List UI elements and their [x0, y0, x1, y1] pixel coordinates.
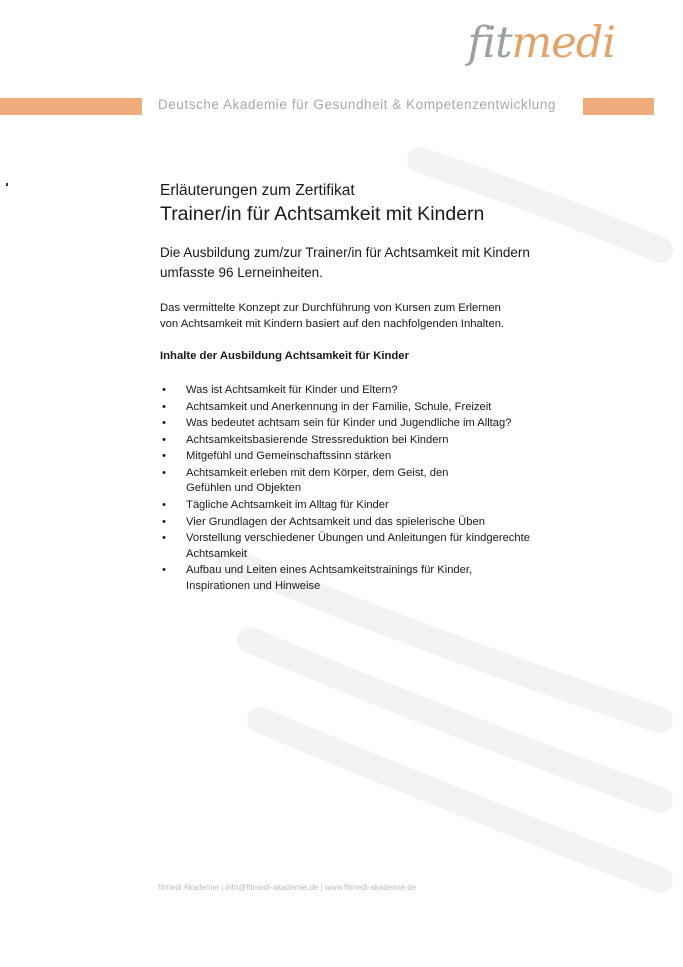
summary-paragraph — [160, 243, 600, 283]
topic-text: Achtsamkeit erleben mit dem Körper, dem Geist, den — [186, 466, 449, 479]
topic-item — [160, 383, 600, 398]
topic-item — [160, 433, 600, 448]
document-subtitle: Erläuterungen zum Zertifikat — [160, 182, 355, 199]
logo-medi-text: medi — [511, 18, 615, 68]
section-heading: Inhalte der Ausbildung Achtsamkeit für Kinder — [160, 350, 409, 362]
topic-text: Inspirationen und Hinweise — [186, 579, 321, 592]
topics-list — [160, 383, 600, 594]
topic-text: Achtsamkeit — [186, 547, 247, 560]
document-title: Trainer/in für Achtsamkeit mit Kindern — [160, 203, 485, 225]
topic-item — [160, 400, 600, 415]
fitmedi-logo — [467, 18, 615, 68]
topic-item — [160, 449, 600, 464]
intro-line: Das vermittelte Konzept zur Durchführung von Kursen zum Erlernen — [160, 302, 501, 314]
accent-bar-right — [583, 98, 654, 115]
footer-contact: fitmedi Akademie | info@fitmedi-akademie.de | www.fitmedi-akademie.de — [158, 883, 417, 892]
accent-bar-left — [0, 98, 142, 115]
topic-item — [160, 563, 600, 594]
document-body — [160, 181, 600, 595]
intro-paragraph — [160, 301, 600, 332]
topic-item — [160, 515, 600, 530]
scan-mark — [6, 183, 8, 186]
topic-text: Was ist Achtsamkeit für Kinder und Eltern? — [186, 384, 398, 396]
summary-line: Die Ausbildung zum/zur Trainer/in für Achtsamkeit mit Kindern — [160, 245, 530, 260]
topic-item — [160, 416, 600, 431]
summary-line: umfasste 96 Lerneinheiten. — [160, 265, 323, 280]
topic-text: Achtsamkeitsbasierende Stressreduktion bei Kindern — [186, 433, 449, 446]
topic-text: Mitgefühl und Gemeinschaftssinn stärken — [186, 450, 392, 463]
topic-text: Tägliche Achtsamkeit im Alltag für Kinder — [186, 498, 389, 511]
topic-text: Was bedeutet achtsam sein für Kinder und Jugendliche im Alltag? — [186, 417, 512, 430]
topic-item — [160, 466, 600, 497]
topic-text: Vorstellung verschiedener Übungen und Anleitungen für kindgerechte — [186, 532, 530, 545]
topic-text: Aufbau und Leiten eines Achtsamkeitstrainings für Kinder, — [186, 564, 473, 577]
intro-line: von Achtsamkeit mit Kindern basiert auf den nachfolgenden Inhalten. — [160, 317, 505, 330]
topic-item — [160, 531, 600, 562]
header-tagline: Deutsche Akademie für Gesundheit & Kompetenzentwicklung — [158, 97, 556, 112]
topic-text: Achtsamkeit und Anerkennung in der Familie, Schule, Freizeit — [186, 400, 492, 413]
logo-fit-text: fit — [467, 18, 512, 68]
topic-text: Gefühlen und Objekten — [186, 482, 302, 495]
topic-item — [160, 498, 600, 513]
topic-text: Vier Grundlagen der Achtsamkeit und das spielerische Üben — [186, 515, 485, 528]
